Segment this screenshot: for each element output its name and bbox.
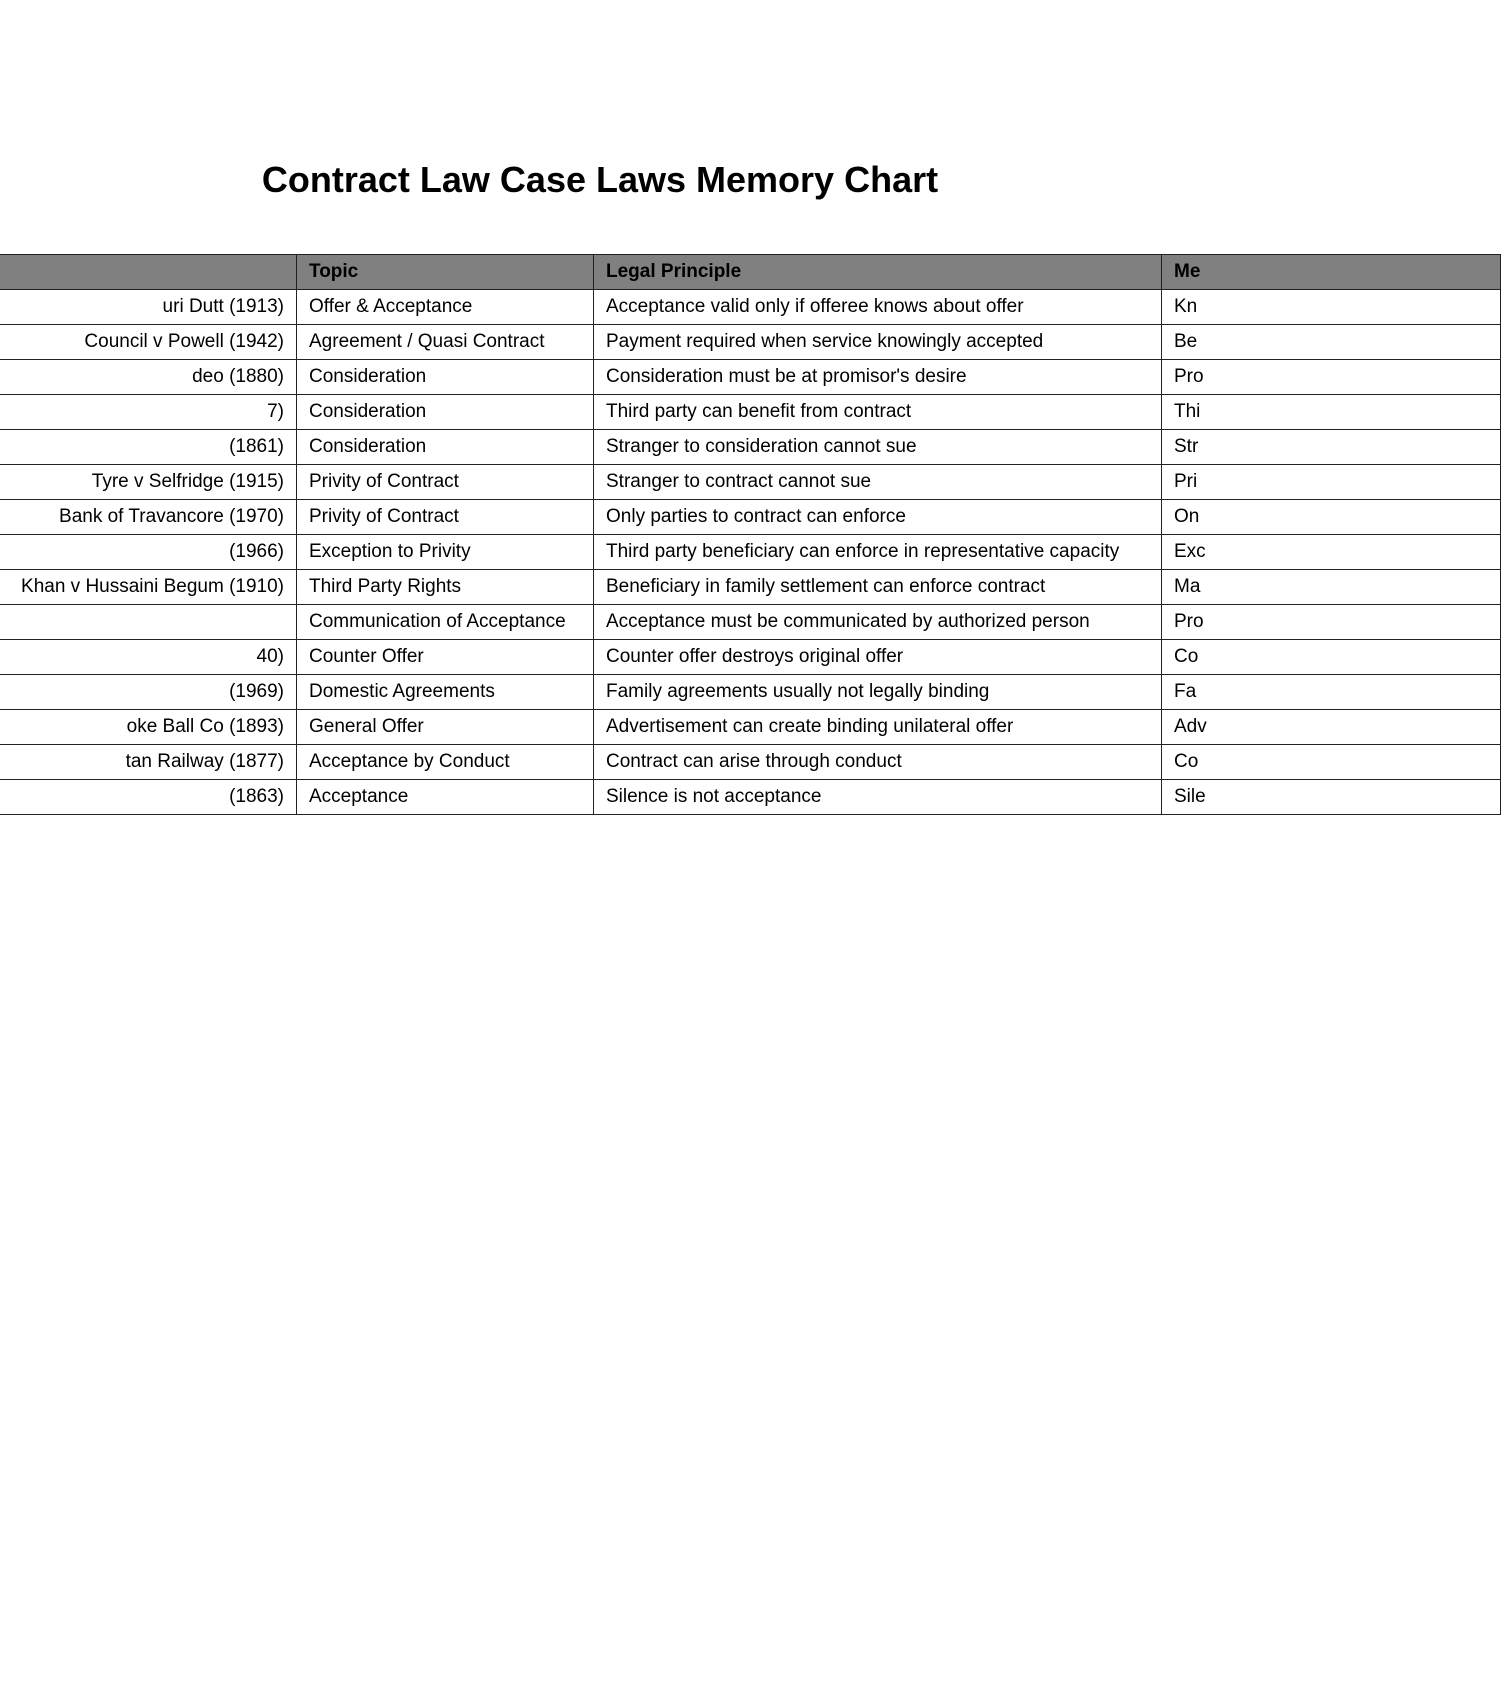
memory-cell: On (1162, 500, 1501, 535)
topic-cell: Consideration (297, 430, 594, 465)
topic-cell: General Offer (297, 710, 594, 745)
table-row (0, 395, 1501, 430)
principle-cell: Stranger to consideration cannot sue (594, 430, 1162, 465)
page-title (0, 158, 1200, 202)
table-body (0, 290, 1501, 815)
page-title-text: Contract Law Case Laws Memory Chart (261, 159, 939, 200)
table-row (0, 605, 1501, 640)
principle-cell: Consideration must be at promisor's desire (594, 360, 1162, 395)
principle-cell: Family agreements usually not legally binding (594, 675, 1162, 710)
case-cell: Council v Powell (1942) (0, 325, 297, 360)
topic-cell: Acceptance by Conduct (297, 745, 594, 780)
table-row (0, 745, 1501, 780)
memory-cell: Be (1162, 325, 1501, 360)
principle-cell: Only parties to contract can enforce (594, 500, 1162, 535)
table-row (0, 430, 1501, 465)
case-cell: (1861) (0, 430, 297, 465)
header-case (0, 255, 297, 290)
memory-cell: Pro (1162, 605, 1501, 640)
memory-cell: Thi (1162, 395, 1501, 430)
memory-cell: Pro (1162, 360, 1501, 395)
topic-cell: Acceptance (297, 780, 594, 815)
case-law-table-container (0, 254, 1207, 815)
table-row (0, 675, 1501, 710)
header-memory: Me (1162, 255, 1501, 290)
topic-cell: Consideration (297, 395, 594, 430)
table-row (0, 500, 1501, 535)
table-row (0, 290, 1501, 325)
case-cell: Bank of Travancore (1970) (0, 500, 297, 535)
case-cell: (1863) (0, 780, 297, 815)
principle-cell: Advertisement can create binding unilateral offer (594, 710, 1162, 745)
header-topic: Topic (297, 255, 594, 290)
table-row (0, 570, 1501, 605)
topic-cell: Privity of Contract (297, 465, 594, 500)
topic-cell: Consideration (297, 360, 594, 395)
principle-cell: Third party can benefit from contract (594, 395, 1162, 430)
principle-cell: Payment required when service knowingly accepted (594, 325, 1162, 360)
case-cell: (1969) (0, 675, 297, 710)
table-row (0, 710, 1501, 745)
topic-cell: Communication of Acceptance (297, 605, 594, 640)
memory-cell: Sile (1162, 780, 1501, 815)
header-legal-principle: Legal Principle (594, 255, 1162, 290)
case-cell: 7) (0, 395, 297, 430)
memory-cell: Co (1162, 745, 1501, 780)
case-cell: (1966) (0, 535, 297, 570)
table-row (0, 465, 1501, 500)
memory-cell: Co (1162, 640, 1501, 675)
case-cell (0, 605, 297, 640)
principle-cell: Acceptance must be communicated by authorized person (594, 605, 1162, 640)
memory-cell: Fa (1162, 675, 1501, 710)
topic-cell: Third Party Rights (297, 570, 594, 605)
memory-cell: Ma (1162, 570, 1501, 605)
table-row (0, 780, 1501, 815)
principle-cell: Counter offer destroys original offer (594, 640, 1162, 675)
memory-cell: Adv (1162, 710, 1501, 745)
topic-cell: Counter Offer (297, 640, 594, 675)
table-row (0, 360, 1501, 395)
principle-cell: Third party beneficiary can enforce in representative capacity (594, 535, 1162, 570)
memory-cell: Exc (1162, 535, 1501, 570)
topic-cell: Privity of Contract (297, 500, 594, 535)
principle-cell: Contract can arise through conduct (594, 745, 1162, 780)
topic-cell: Domestic Agreements (297, 675, 594, 710)
topic-cell: Exception to Privity (297, 535, 594, 570)
principle-cell: Acceptance valid only if offeree knows about offer (594, 290, 1162, 325)
case-cell: Khan v Hussaini Begum (1910) (0, 570, 297, 605)
table-row (0, 325, 1501, 360)
table-row (0, 640, 1501, 675)
topic-cell: Agreement / Quasi Contract (297, 325, 594, 360)
principle-cell: Beneficiary in family settlement can enforce contract (594, 570, 1162, 605)
case-cell: oke Ball Co (1893) (0, 710, 297, 745)
table-row (0, 535, 1501, 570)
case-cell: uri Dutt (1913) (0, 290, 297, 325)
case-law-table (0, 254, 1501, 815)
case-cell: tan Railway (1877) (0, 745, 297, 780)
topic-cell: Offer & Acceptance (297, 290, 594, 325)
case-cell: 40) (0, 640, 297, 675)
table-header-row (0, 255, 1501, 290)
memory-cell: Pri (1162, 465, 1501, 500)
principle-cell: Stranger to contract cannot sue (594, 465, 1162, 500)
memory-cell: Str (1162, 430, 1501, 465)
case-cell: deo (1880) (0, 360, 297, 395)
case-cell: Tyre v Selfridge (1915) (0, 465, 297, 500)
principle-cell: Silence is not acceptance (594, 780, 1162, 815)
memory-cell: Kn (1162, 290, 1501, 325)
